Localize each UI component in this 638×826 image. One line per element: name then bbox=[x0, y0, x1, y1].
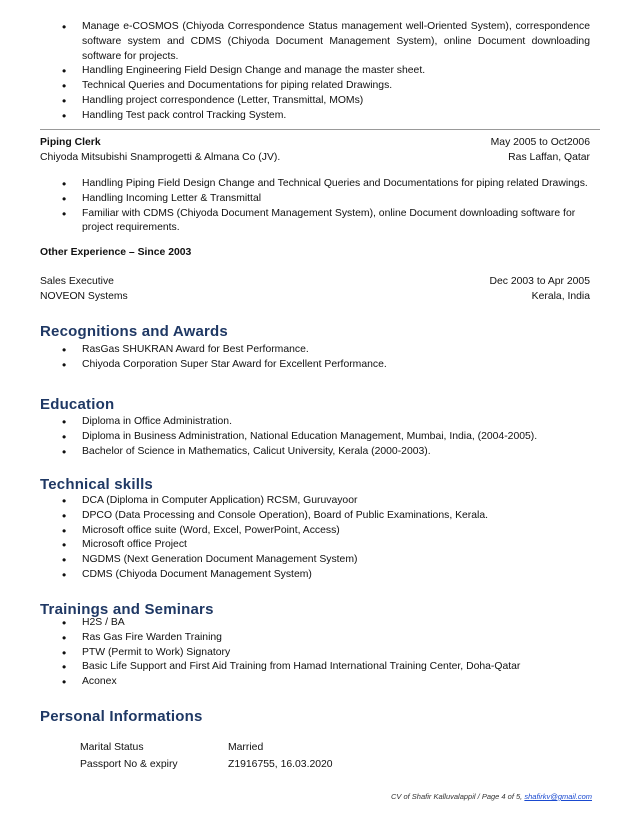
list-item: • CDMS (Chiyoda Document Management System) bbox=[58, 568, 590, 583]
responsibilities-list bbox=[58, 20, 590, 123]
other-company-row bbox=[40, 290, 590, 305]
list-item: • Microsoft office Project bbox=[58, 538, 590, 553]
personal-info-heading: Personal Informations bbox=[40, 708, 203, 725]
list-item: • Technical Queries and Documentations for piping related Drawings. bbox=[58, 79, 590, 94]
marital-status-value: Married bbox=[228, 742, 264, 753]
technical-skills-heading: Technical skills bbox=[40, 476, 153, 493]
list-item: • DPCO (Data Processing and Console Operation), Board of Public Examinations, Kerala. bbox=[58, 509, 590, 524]
technical-skills-list bbox=[58, 494, 590, 583]
education-heading: Education bbox=[40, 396, 115, 413]
list-item: • DCA (Diploma in Computer Application) RCSM, Guruvayoor bbox=[58, 494, 590, 509]
section-divider bbox=[40, 129, 600, 130]
list-item: • Microsoft office suite (Word, Excel, PowerPoint, Access) bbox=[58, 524, 590, 539]
list-item: • RasGas SHUKRAN Award for Best Performance. bbox=[58, 343, 590, 358]
trainings-list bbox=[58, 616, 590, 690]
footer-email-link[interactable]: shafirkv@gmail.com bbox=[524, 792, 592, 801]
piping-duties-list bbox=[58, 177, 590, 236]
other-role-row bbox=[40, 275, 590, 290]
passport-value: Z1916755, 16.03.2020 bbox=[228, 759, 333, 770]
other-location: Kerala, India bbox=[531, 291, 590, 302]
job-company: Chiyoda Mitsubishi Snamprogetti & Almana Co (JV). bbox=[40, 152, 281, 163]
job-header-row bbox=[40, 136, 590, 151]
trainings-heading: Trainings and Seminars bbox=[40, 601, 214, 618]
other-dates: Dec 2003 to Apr 2005 bbox=[489, 276, 590, 287]
list-item: • PTW (Permit to Work) Signatory bbox=[58, 646, 590, 661]
footer-text: CV of Shafir Kalluvalappil / Page 4 of 5, bbox=[390, 792, 523, 801]
passport-label: Passport No & expiry bbox=[80, 759, 178, 770]
list-item: • Handling project correspondence (Letter, Transmittal, MOMs) bbox=[58, 94, 590, 109]
list-item: • Chiyoda Corporation Super Star Award for Excellent Performance. bbox=[58, 358, 590, 373]
list-item: • H2S / BA bbox=[58, 616, 590, 631]
passport-row bbox=[80, 758, 333, 773]
list-item: • Diploma in Office Administration. bbox=[58, 415, 590, 430]
list-item: • Handling Piping Field Design Change and Technical Queries and Documentations for piping related Drawings. bbox=[58, 177, 590, 192]
list-item: • Ras Gas Fire Warden Training bbox=[58, 631, 590, 646]
marital-status-row bbox=[80, 741, 263, 756]
list-item: • NGDMS (Next Generation Document Management System) bbox=[58, 553, 590, 568]
list-item: • Familiar with CDMS (Chiyoda Document Management System), online Document downloading software for project requirements. bbox=[58, 207, 590, 237]
recognitions-list bbox=[58, 343, 590, 373]
list-item: • Handling Engineering Field Design Change and manage the master sheet. bbox=[58, 64, 590, 79]
other-company: NOVEON Systems bbox=[40, 291, 128, 302]
list-item: • Diploma in Business Administration, National Education Management, Mumbai, India, (2004-2005). bbox=[58, 430, 590, 445]
job-title: Piping Clerk bbox=[40, 137, 101, 148]
job-dates: May 2005 to Oct2006 bbox=[490, 137, 590, 148]
list-item: • Bachelor of Science in Mathematics, Calicut University, Kerala (2000-2003). bbox=[58, 445, 590, 460]
recognitions-heading: Recognitions and Awards bbox=[40, 323, 228, 340]
list-item: • Handling Incoming Letter & Transmittal bbox=[58, 192, 590, 207]
other-experience-title: Other Experience – Since 2003 bbox=[40, 247, 192, 258]
job-location: Ras Laffan, Qatar bbox=[508, 152, 590, 163]
marital-status-label: Marital Status bbox=[80, 742, 144, 753]
education-list bbox=[58, 415, 590, 459]
other-role: Sales Executive bbox=[40, 276, 114, 287]
list-item: • Manage e-COSMOS (Chiyoda Correspondence Status management well-Oriented System), correspondence software system and CDMS (Chiyoda Document Management System), online Document downloading software for projects. bbox=[58, 20, 590, 64]
list-item: • Handling Test pack control Tracking System. bbox=[58, 109, 590, 124]
list-item: • Basic Life Support and First Aid Training from Hamad International Training Center, Doha-Qatar bbox=[58, 660, 590, 675]
list-item: • Aconex bbox=[58, 675, 590, 690]
page-footer bbox=[391, 792, 592, 803]
job-company-row bbox=[40, 151, 590, 166]
